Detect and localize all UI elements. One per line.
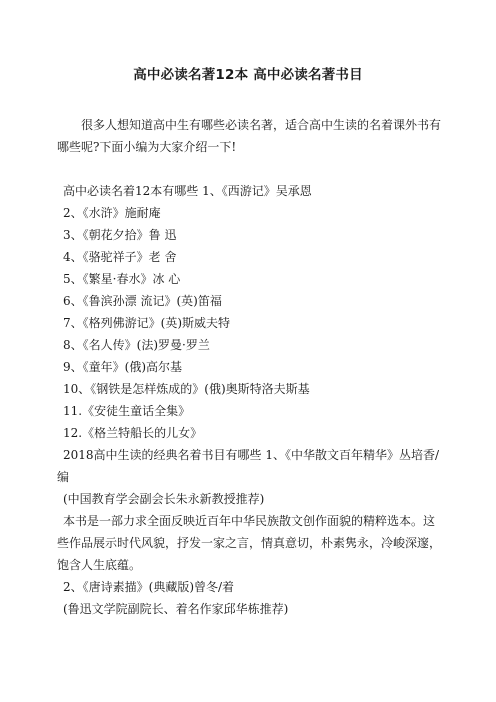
list-item: 10、《钢铁是怎样炼成的》(俄)奥斯特洛夫斯基 bbox=[63, 382, 310, 396]
list-item: 6、《鲁滨孙漂 流记》(英)笛福 bbox=[63, 294, 222, 308]
list-item: 2、《水浒》施耐庵 bbox=[63, 206, 161, 220]
list-intro: 高中必读名着12本有哪些 1、《西游记》吴承恩 bbox=[63, 184, 312, 198]
list-item: 9、《童年》(俄)高尔基 bbox=[63, 360, 182, 374]
section2-note: (中国教育学会副会长朱永新教授推荐) bbox=[63, 492, 265, 506]
list-item: 8、《名人传》(法)罗曼·罗兰 bbox=[63, 338, 210, 352]
document-title: 高中必读名著12本 高中必读名著书目 bbox=[133, 67, 363, 83]
list-item: 7、《格列佛游记》(英)斯威夫特 bbox=[63, 316, 230, 330]
section2-description: 本书是一部力求全面反映近百年中华民族散文创作面貌的精粹选本。这些作品展示时代风貌，抒发一家之言，情真意切，朴素隽永，冷峻深邃，饱含人生底蕴。 bbox=[57, 514, 442, 572]
list-item: 11.《安徒生童话全集》 bbox=[63, 404, 191, 418]
list-item: 12.《格兰特船长的儿女》 bbox=[63, 426, 203, 440]
item2-note: (鲁迅文学院副院长、着名作家邱华栋推荐) bbox=[63, 602, 289, 616]
item2-title: 2、《唐诗素描》(典藏版)曾冬/着 bbox=[63, 580, 235, 594]
intro-paragraph: 很多人想知道高中生有哪些必读名著，适合高中生读的名着课外书有哪些呢?下面小编为大家介绍一下! bbox=[57, 118, 442, 154]
list-item: 4、《骆驼祥子》老 舍 bbox=[63, 250, 177, 264]
list-item: 5、《繁星·春水》冰 心 bbox=[63, 272, 181, 286]
list-item: 3、《朝花夕拾》鲁 迅 bbox=[63, 228, 177, 242]
section2-heading: 2018高中生读的经典名着书目有哪些 1、《中华散文百年精华》丛培香/编 bbox=[57, 448, 440, 484]
